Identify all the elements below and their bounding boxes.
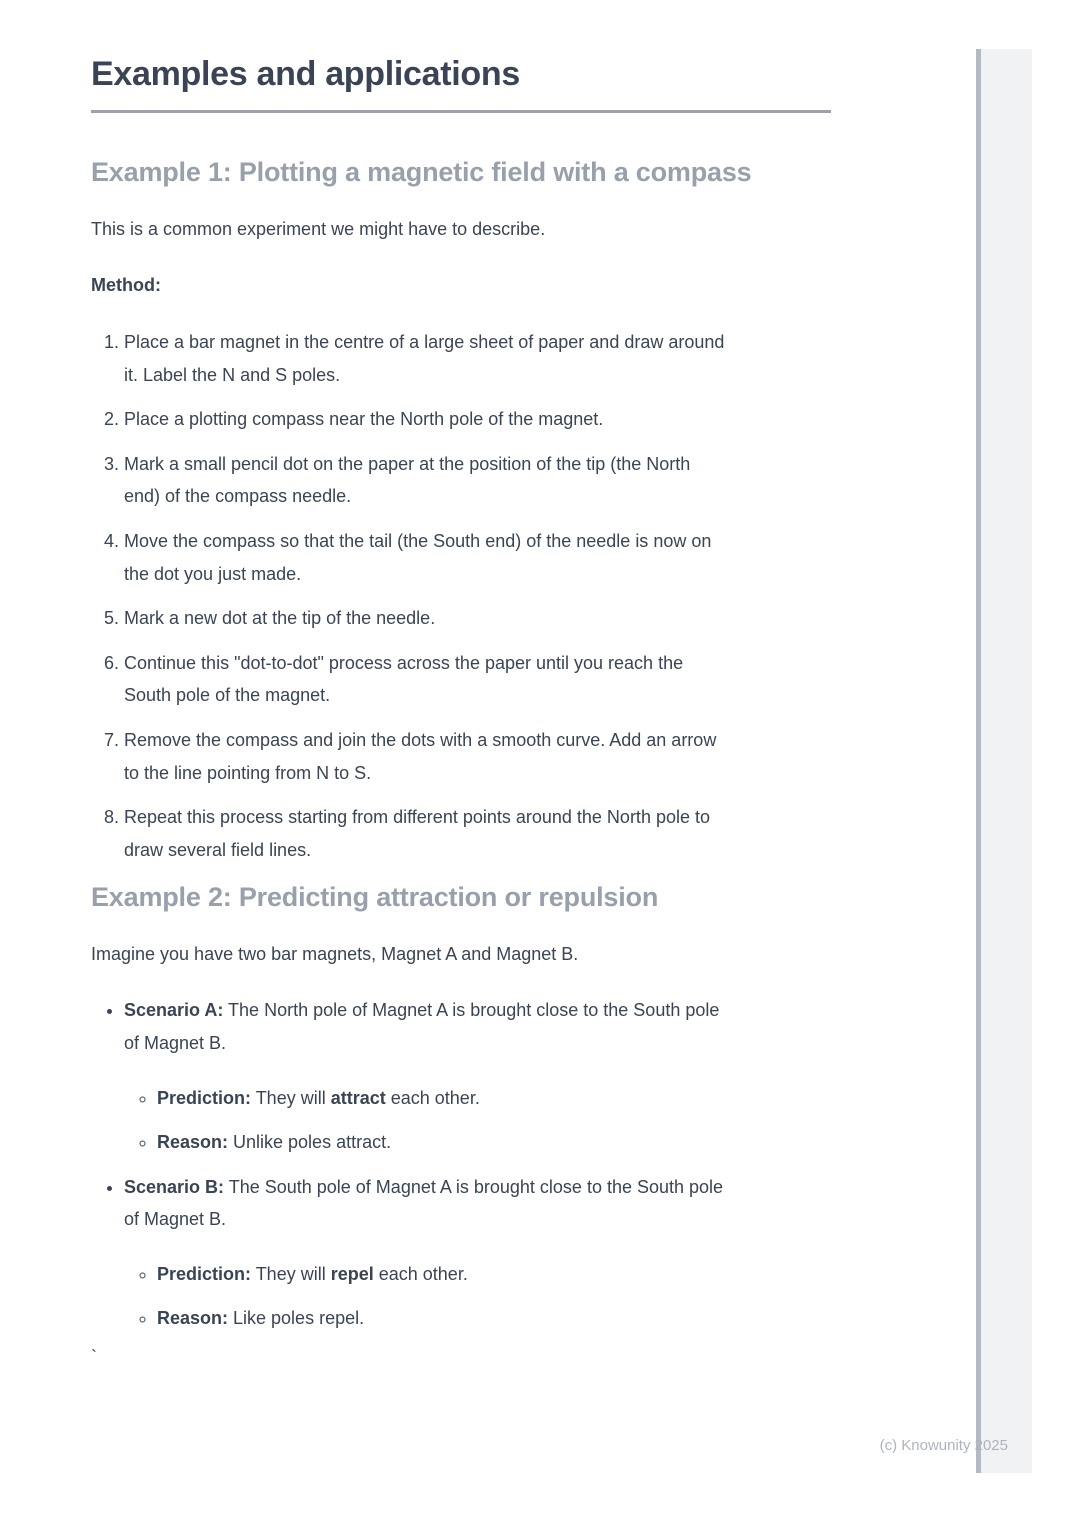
scenario-point-reason xyxy=(157,1302,831,1335)
scenario-label: Scenario A: xyxy=(124,1000,224,1021)
method-step xyxy=(124,647,831,712)
scenario-text xyxy=(124,1171,831,1204)
scenario-text-line1: The South pole of Magnet A is brought close to the South pole xyxy=(224,1176,724,1197)
scenario-points-list xyxy=(124,1258,831,1335)
scenario-point-reason xyxy=(157,1126,831,1159)
point-text xyxy=(157,1302,831,1335)
scenario-item-b xyxy=(124,1171,831,1335)
method-step xyxy=(124,724,831,789)
scenario-text-line2: of Magnet B. xyxy=(124,1032,227,1053)
title-divider xyxy=(91,110,831,113)
page-title: Examples and applications xyxy=(91,55,520,93)
step-line: 7. Remove the compass and join the dots with a smooth curve. Add an arrow xyxy=(124,729,717,750)
scrollbar[interactable] xyxy=(976,49,981,1473)
step-line: 2. Place a plotting compass near the North pole of the magnet. xyxy=(124,409,604,430)
method-step xyxy=(124,448,831,513)
scenario-list xyxy=(91,994,831,1335)
step-line: 5. Mark a new dot at the tip of the needle. xyxy=(124,608,436,629)
point-post: each other. xyxy=(385,1087,480,1108)
document-page xyxy=(91,54,831,1367)
point-text xyxy=(157,1126,831,1159)
step-line: it. Label the N and S poles. xyxy=(124,364,341,385)
method-step xyxy=(124,801,831,866)
method-label: Method: xyxy=(91,275,161,295)
point-pre: Unlike poles attract. xyxy=(228,1132,392,1153)
example1-intro: This is a common experiment we might have to describe. xyxy=(91,219,546,239)
scenario-text-line1: The North pole of Magnet A is brought close to the South pole xyxy=(223,1000,720,1021)
side-gutter xyxy=(981,49,1032,1473)
step-line: end) of the compass needle. xyxy=(124,486,352,507)
point-text xyxy=(157,1082,831,1115)
point-label: Reason: xyxy=(157,1132,229,1153)
step-line: the dot you just made. xyxy=(124,563,302,584)
example1-heading: Example 1: Plotting a magnetic field with a compass xyxy=(91,157,752,187)
scenario-label: Scenario B: xyxy=(124,1176,225,1197)
point-label: Prediction: xyxy=(157,1087,252,1108)
scenario-points-list xyxy=(124,1082,831,1159)
point-emphasis: repel xyxy=(330,1263,374,1284)
point-emphasis: attract xyxy=(330,1087,386,1108)
point-label: Reason: xyxy=(157,1308,229,1329)
point-pre: Like poles repel. xyxy=(228,1308,365,1329)
scenario-point-prediction xyxy=(157,1258,831,1291)
step-line: 6. Continue this "dot-to-dot" process across the paper until you reach the xyxy=(124,652,684,673)
method-step xyxy=(124,403,831,436)
point-text xyxy=(157,1258,831,1291)
scenario-item-a xyxy=(124,994,831,1158)
point-pre: They will xyxy=(251,1087,331,1108)
point-label: Prediction: xyxy=(157,1263,252,1284)
scenario-point-prediction xyxy=(157,1082,831,1115)
method-step xyxy=(124,602,831,635)
copyright-text: (c) Knowunity 2025 xyxy=(879,1437,1008,1454)
step-line: 1. Place a bar magnet in the centre of a large sheet of paper and draw around xyxy=(124,332,725,352)
method-steps-list xyxy=(91,326,831,866)
example2-heading: Example 2: Predicting attraction or repulsion xyxy=(91,882,659,913)
point-pre: They will xyxy=(251,1263,331,1284)
step-line: South pole of the magnet. xyxy=(124,685,331,706)
scenario-text xyxy=(124,994,831,1027)
step-line: 3. Mark a small pencil dot on the paper at the position of the tip (the North xyxy=(124,453,691,474)
method-step xyxy=(124,326,831,391)
step-line: to the line pointing from N to S. xyxy=(124,762,372,783)
example2-intro: Imagine you have two bar magnets, Magnet A and Magnet B. xyxy=(91,944,579,965)
step-line: draw several field lines. xyxy=(124,839,312,860)
stray-backtick: ` xyxy=(91,1347,97,1368)
step-line: 4. Move the compass so that the tail (the South end) of the needle is now on xyxy=(124,530,712,551)
step-line: 8. Repeat this process starting from different points around the North pole to xyxy=(124,807,710,828)
scenario-text-line2: of Magnet B. xyxy=(124,1209,227,1230)
method-step xyxy=(124,525,831,590)
point-post: each other. xyxy=(373,1263,468,1284)
